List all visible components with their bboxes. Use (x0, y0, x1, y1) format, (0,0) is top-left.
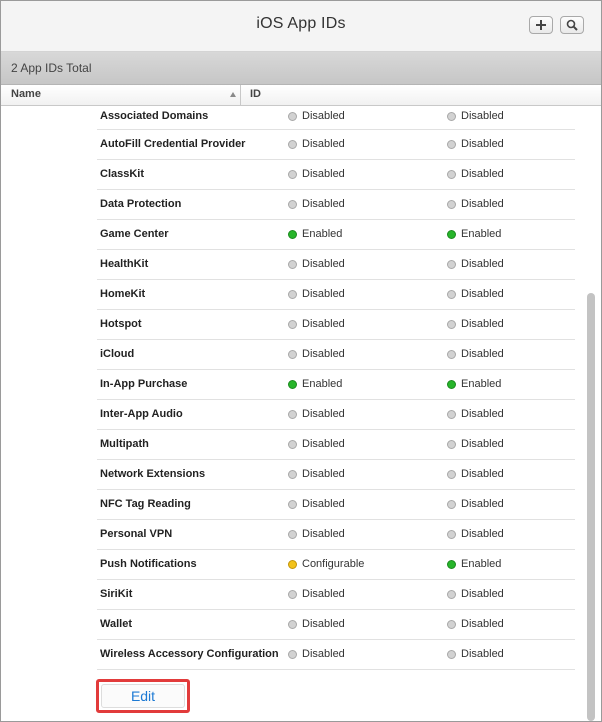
capability-status (288, 460, 345, 488)
status-disabled-icon (447, 440, 456, 449)
capability-status (288, 130, 345, 158)
capability-name: SiriKit (100, 588, 133, 600)
capability-status (288, 520, 345, 548)
status-disabled-icon (288, 410, 297, 419)
capability-row[interactable] (97, 160, 575, 190)
status-disabled-icon (447, 200, 456, 209)
capability-status (288, 250, 345, 278)
status-label: Disabled (461, 288, 504, 300)
status-disabled-icon (288, 350, 297, 359)
capability-name: NFC Tag Reading (100, 498, 191, 510)
status-label: Enabled (302, 228, 343, 240)
capability-name: ClassKit (100, 168, 145, 180)
capability-row[interactable] (97, 580, 575, 610)
status-enabled-icon (447, 380, 456, 389)
status-label: Disabled (461, 110, 504, 122)
status-enabled-icon (288, 230, 297, 239)
capability-status (447, 520, 504, 548)
capability-status (288, 310, 345, 338)
status-disabled-icon (447, 500, 456, 509)
capability-status (447, 340, 504, 368)
capability-status (288, 280, 345, 308)
status-label: Disabled (461, 138, 504, 150)
status-label: Enabled (461, 228, 502, 240)
status-disabled-icon (447, 410, 456, 419)
capability-status (288, 490, 345, 518)
capability-status (288, 400, 345, 428)
status-label: Disabled (461, 468, 504, 480)
capability-row[interactable] (97, 550, 575, 580)
status-disabled-icon (288, 620, 297, 629)
capability-status (288, 220, 342, 248)
capability-status (447, 430, 504, 458)
capability-name: Game Center (100, 228, 169, 240)
capability-row[interactable] (97, 190, 575, 220)
plus-icon (535, 19, 547, 31)
status-label: Disabled (302, 528, 345, 540)
capability-status (447, 610, 504, 638)
status-disabled-icon (447, 590, 456, 599)
capability-status (447, 106, 504, 126)
capability-row[interactable] (97, 640, 575, 670)
capability-row[interactable] (97, 490, 575, 520)
status-disabled-icon (447, 650, 456, 659)
capability-name: Hotspot (100, 318, 142, 330)
capability-name: Wireless Accessory Configuration (100, 648, 279, 660)
capability-status (288, 610, 345, 638)
window-title: iOS App IDs (256, 15, 346, 32)
capability-row[interactable] (97, 370, 575, 400)
capability-status (447, 460, 504, 488)
status-disabled-icon (288, 320, 297, 329)
add-app-id-button[interactable] (529, 16, 553, 34)
capability-status (447, 250, 504, 278)
status-disabled-icon (447, 290, 456, 299)
status-label: Disabled (302, 408, 345, 420)
status-label: Disabled (461, 408, 504, 420)
status-label: Enabled (461, 378, 502, 390)
capability-row[interactable] (97, 340, 575, 370)
status-disabled-icon (447, 320, 456, 329)
status-label: Disabled (461, 348, 504, 360)
capability-status (288, 580, 345, 608)
status-label: Disabled (461, 648, 504, 660)
edit-button[interactable]: Edit (101, 684, 185, 708)
capability-name: Personal VPN (100, 528, 173, 540)
capability-status (288, 106, 345, 126)
capability-name: iCloud (100, 348, 135, 360)
capability-status (447, 370, 501, 398)
id-column-header[interactable]: ID (250, 88, 261, 100)
capability-name: Wallet (100, 618, 132, 630)
capability-row[interactable] (97, 610, 575, 640)
search-icon (566, 19, 578, 31)
capability-status (447, 580, 504, 608)
capability-name: Network Extensions (100, 468, 206, 480)
capability-status (288, 160, 345, 188)
capabilities-list (97, 106, 575, 670)
status-label: Disabled (461, 498, 504, 510)
status-label: Disabled (302, 198, 345, 210)
search-button[interactable] (560, 16, 584, 34)
capability-status (447, 190, 504, 218)
capability-status (288, 430, 345, 458)
capability-name: AutoFill Credential Provider (100, 138, 246, 150)
status-disabled-icon (447, 170, 456, 179)
status-label: Disabled (461, 258, 504, 270)
status-label: Disabled (302, 258, 345, 270)
status-disabled-icon (288, 440, 297, 449)
capability-name: Multipath (100, 438, 149, 450)
status-label: Disabled (461, 588, 504, 600)
status-disabled-icon (288, 112, 297, 121)
capability-row[interactable] (97, 130, 575, 160)
status-disabled-icon (447, 260, 456, 269)
capability-name: HomeKit (100, 288, 146, 300)
capability-status (447, 160, 504, 188)
capability-status (447, 220, 501, 248)
status-label: Disabled (461, 168, 504, 180)
capability-name: Inter-App Audio (100, 408, 183, 420)
status-label: Disabled (302, 288, 345, 300)
status-disabled-icon (447, 530, 456, 539)
capability-row[interactable] (97, 400, 575, 430)
status-label: Disabled (302, 110, 345, 122)
status-disabled-icon (288, 470, 297, 479)
status-enabled-icon (288, 380, 297, 389)
status-disabled-icon (288, 650, 297, 659)
status-disabled-icon (447, 112, 456, 121)
status-label: Disabled (302, 498, 345, 510)
status-enabled-icon (447, 560, 456, 569)
capability-status (447, 400, 504, 428)
edit-button-highlight (96, 679, 190, 713)
column-header (1, 85, 601, 106)
capability-status (447, 640, 504, 668)
capability-name: In-App Purchase (100, 378, 188, 390)
capability-row[interactable] (97, 460, 575, 490)
status-configurable-icon (288, 560, 297, 569)
status-label: Disabled (461, 618, 504, 630)
status-disabled-icon (447, 140, 456, 149)
status-label: Disabled (461, 318, 504, 330)
capability-row[interactable] (97, 250, 575, 280)
status-disabled-icon (288, 500, 297, 509)
status-label: Disabled (302, 318, 345, 330)
capability-status (447, 490, 504, 518)
status-label: Configurable (302, 558, 365, 570)
status-disabled-icon (288, 590, 297, 599)
capability-status (288, 340, 345, 368)
capability-row[interactable] (97, 430, 575, 460)
status-label: Disabled (302, 588, 345, 600)
status-label: Disabled (461, 198, 504, 210)
capability-row[interactable] (97, 106, 575, 130)
capability-name: Data Protection (100, 198, 182, 210)
capability-status (288, 370, 342, 398)
status-disabled-icon (447, 350, 456, 359)
vertical-scrollbar[interactable] (587, 293, 595, 721)
status-disabled-icon (447, 620, 456, 629)
status-label: Enabled (461, 558, 502, 570)
capability-status (288, 550, 364, 578)
status-label: Disabled (461, 438, 504, 450)
status-label: Disabled (302, 468, 345, 480)
status-label: Disabled (461, 528, 504, 540)
capability-status (447, 310, 504, 338)
capability-name: HealthKit (100, 258, 149, 270)
status-label: Disabled (302, 618, 345, 630)
capability-row[interactable] (97, 280, 575, 310)
capability-row[interactable] (97, 220, 575, 250)
capability-status (447, 130, 504, 158)
status-label: Enabled (302, 378, 343, 390)
status-label: Disabled (302, 348, 345, 360)
capability-status (288, 190, 345, 218)
sort-ascending-icon (230, 92, 236, 97)
summary-bar (1, 52, 601, 85)
status-label: Disabled (302, 168, 345, 180)
status-disabled-icon (288, 290, 297, 299)
name-column-label: Name (11, 88, 41, 100)
status-disabled-icon (288, 200, 297, 209)
status-enabled-icon (447, 230, 456, 239)
name-column-header[interactable] (1, 85, 241, 105)
capability-status (288, 640, 345, 668)
app-ids-total: 2 App IDs Total (11, 61, 92, 75)
status-label: Disabled (302, 138, 345, 150)
status-disabled-icon (447, 470, 456, 479)
capability-name: Push Notifications (100, 558, 197, 570)
capability-status (447, 280, 504, 308)
status-disabled-icon (288, 170, 297, 179)
capability-row[interactable] (97, 310, 575, 340)
status-disabled-icon (288, 530, 297, 539)
status-label: Disabled (302, 438, 345, 450)
capability-row[interactable] (97, 520, 575, 550)
status-label: Disabled (302, 648, 345, 660)
capability-name: Associated Domains (100, 110, 209, 122)
status-disabled-icon (288, 260, 297, 269)
capability-status (447, 550, 501, 578)
title-bar (1, 1, 601, 52)
status-disabled-icon (288, 140, 297, 149)
